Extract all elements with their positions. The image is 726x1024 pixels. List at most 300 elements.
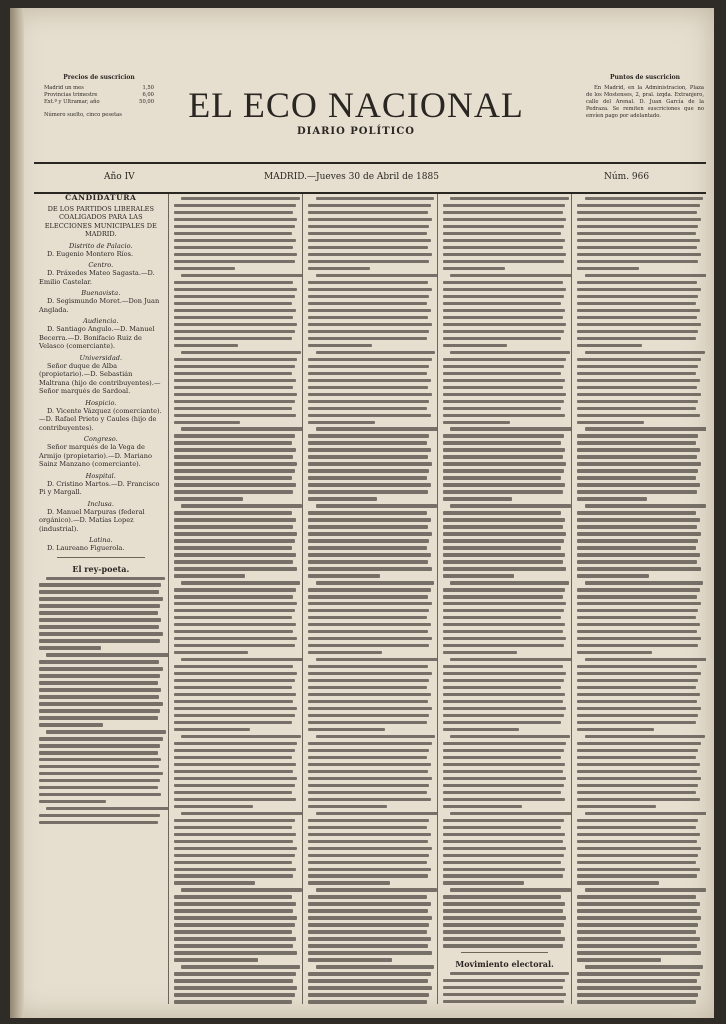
- text-line: [577, 979, 697, 982]
- text-line: [308, 316, 428, 319]
- text-line: [443, 518, 565, 521]
- text-line: [308, 714, 429, 717]
- text-line: [308, 819, 429, 822]
- text-line: [174, 323, 298, 326]
- text-line: [443, 840, 563, 843]
- text-line: [577, 267, 639, 270]
- text-line: [577, 833, 699, 836]
- text-line: [577, 742, 701, 745]
- text-line: [577, 951, 701, 954]
- text-line: [577, 393, 701, 396]
- text-line: [577, 421, 644, 424]
- text-line: [443, 944, 563, 947]
- text-line: [443, 379, 565, 382]
- text-line: [443, 365, 564, 368]
- text-line: [174, 651, 248, 654]
- text-line: [39, 660, 159, 663]
- text-line: [308, 854, 429, 857]
- text-line: [308, 476, 427, 479]
- text-line: [443, 567, 567, 570]
- price-row: [44, 99, 154, 106]
- text-line: [577, 916, 701, 919]
- text-line: [577, 616, 696, 619]
- text-line: [174, 462, 298, 465]
- text-line: [39, 716, 158, 719]
- text-line: [181, 504, 302, 507]
- text-line: [181, 658, 303, 661]
- text-line: [308, 979, 428, 982]
- article-body: [577, 197, 701, 1004]
- article-body: [39, 577, 163, 825]
- text-line: [174, 763, 296, 766]
- text-line: [443, 295, 564, 298]
- text-line: [308, 902, 430, 905]
- text-line: [577, 714, 698, 717]
- district-name: Audiencia.: [83, 317, 119, 325]
- text-line: [308, 365, 429, 368]
- text-line: [308, 407, 427, 410]
- text-line: [174, 281, 294, 284]
- text-line: [443, 798, 565, 801]
- text-line: [443, 393, 567, 396]
- text-line: [174, 798, 296, 801]
- text-line: [450, 504, 571, 507]
- text-line: [308, 840, 428, 843]
- text-line: [443, 805, 522, 808]
- text-line: [174, 861, 293, 864]
- text-line: [308, 700, 428, 703]
- text-line: [443, 400, 564, 403]
- text-line: [577, 644, 698, 647]
- text-line: [577, 434, 698, 437]
- text-line: [308, 847, 432, 850]
- text-line: [577, 672, 701, 675]
- text-line: [174, 972, 296, 975]
- text-line: [577, 546, 696, 549]
- text-line: [174, 239, 296, 242]
- text-line: [443, 560, 563, 563]
- text-line: [443, 756, 562, 759]
- text-line: [443, 609, 564, 612]
- text-line: [577, 749, 698, 752]
- text-line: [308, 567, 432, 570]
- text-line: [308, 777, 432, 780]
- text-line: [443, 616, 562, 619]
- text-line: [316, 427, 438, 430]
- text-line: [577, 693, 699, 696]
- text-line: [174, 218, 298, 221]
- text-line: [443, 211, 563, 214]
- text-line: [577, 483, 699, 486]
- text-line: [443, 260, 564, 263]
- column-2: [169, 194, 304, 1004]
- text-line: [174, 483, 296, 486]
- text-line: [443, 232, 562, 235]
- text-line: [39, 604, 160, 607]
- text-line: [577, 679, 698, 682]
- text-line: [46, 730, 166, 733]
- text-line: [308, 986, 432, 989]
- text-line: [39, 737, 163, 740]
- text-line: [308, 742, 432, 745]
- text-line: [577, 309, 699, 312]
- text-line: [585, 274, 706, 277]
- text-line: [174, 434, 295, 437]
- text-line: [577, 379, 699, 382]
- text-line: [174, 637, 298, 640]
- text-line: [308, 441, 427, 444]
- text-line: [577, 651, 651, 654]
- text-line: [308, 756, 427, 759]
- text-line: [316, 658, 438, 661]
- text-line: [39, 688, 161, 691]
- text-line: [577, 707, 701, 710]
- text-line: [577, 770, 697, 773]
- text-line: [577, 805, 656, 808]
- text-line: [308, 267, 370, 270]
- text-line: [174, 909, 294, 912]
- text-line: [443, 469, 564, 472]
- text-line: [308, 770, 428, 773]
- text-line: [316, 888, 437, 891]
- text-line: [585, 658, 706, 661]
- text-line: [174, 407, 293, 410]
- text-line: [308, 672, 432, 675]
- text-line: [443, 637, 567, 640]
- text-line: [174, 791, 293, 794]
- text-line: [577, 881, 659, 884]
- text-line: [443, 763, 565, 766]
- text-line: [577, 232, 696, 235]
- text-line: [308, 344, 372, 347]
- text-line: [450, 735, 570, 738]
- text-line: [577, 525, 697, 528]
- text-line: [316, 735, 436, 738]
- text-line: [443, 532, 567, 535]
- text-line: [577, 455, 697, 458]
- price-label: Ext.º y Ultramar, año: [44, 99, 100, 105]
- text-line: [308, 881, 390, 884]
- text-line: [308, 805, 387, 808]
- text-line: [577, 861, 696, 864]
- text-line: [577, 602, 701, 605]
- text-line: [577, 344, 641, 347]
- text-line: [443, 204, 565, 207]
- text-line: [577, 686, 696, 689]
- text-line: [443, 358, 567, 361]
- text-line: [577, 756, 696, 759]
- text-line: [443, 553, 565, 556]
- text-line: [316, 504, 437, 507]
- text-line: [308, 861, 427, 864]
- text-line: [577, 253, 701, 256]
- text-line: [316, 197, 435, 200]
- text-line: [308, 539, 429, 542]
- text-line: [577, 372, 696, 375]
- text-line: [308, 721, 427, 724]
- text-line: [577, 260, 698, 263]
- text-line: [174, 344, 238, 347]
- text-line: [308, 930, 427, 933]
- text-line: [577, 469, 698, 472]
- text-line: [443, 414, 565, 417]
- text-line: [577, 518, 699, 521]
- text-line: [443, 288, 567, 291]
- text-line: [174, 497, 243, 500]
- text-line: [308, 972, 430, 975]
- text-line: [577, 407, 696, 410]
- text-line: [308, 309, 430, 312]
- column-1: [34, 194, 169, 1004]
- text-line: [577, 958, 661, 961]
- text-line: [174, 204, 296, 207]
- text-line: [174, 316, 294, 319]
- text-line: [174, 567, 298, 570]
- text-line: [308, 784, 429, 787]
- text-line: [174, 225, 295, 228]
- text-line: [577, 539, 698, 542]
- text-line: [443, 700, 563, 703]
- district-name: Buenavista.: [81, 289, 121, 297]
- text-line: [577, 1000, 696, 1003]
- text-line: [174, 826, 293, 829]
- text-line: [450, 351, 570, 354]
- text-line: [308, 532, 432, 535]
- text-line: [174, 330, 295, 333]
- text-line: [308, 281, 428, 284]
- text-line: [308, 791, 427, 794]
- text-line: [585, 427, 706, 430]
- text-line: [443, 462, 567, 465]
- text-line: [174, 923, 295, 926]
- text-line: [174, 511, 293, 514]
- text-line: [39, 751, 158, 754]
- text-line: [443, 421, 510, 424]
- text-line: [577, 302, 696, 305]
- text-line: [450, 812, 572, 815]
- text-line: [577, 937, 699, 940]
- text-line: [174, 895, 293, 898]
- text-line: [174, 393, 298, 396]
- text-line: [443, 847, 567, 850]
- text-line: [39, 590, 159, 593]
- text-line: [577, 239, 699, 242]
- text-line: [443, 930, 562, 933]
- text-line: [174, 532, 298, 535]
- text-line: [585, 965, 704, 968]
- text-line: [443, 309, 565, 312]
- candidate-entry: D. Práxedes Mateo Sagasta.—D. Emilio Castelar.: [39, 269, 155, 286]
- text-line: [308, 455, 428, 458]
- text-line: [308, 246, 428, 249]
- candidate-entry: Señor duque de Alba (propietario).—D. Sebastián Maltrana (hijo de contribuyentes).—Señor marqués de Sardoal.: [39, 361, 161, 395]
- text-line: [308, 798, 430, 801]
- text-line: [308, 218, 432, 221]
- text-line: [577, 874, 697, 877]
- text-line: [443, 937, 565, 940]
- text-line: [443, 239, 565, 242]
- subscription-points-box: [586, 74, 704, 120]
- text-line: [308, 644, 429, 647]
- article-body: [443, 972, 567, 1004]
- text-line: [577, 902, 699, 905]
- text-line: [308, 393, 432, 396]
- text-line: [174, 386, 294, 389]
- text-line: [174, 421, 241, 424]
- text-line: [443, 441, 562, 444]
- text-line: [308, 469, 429, 472]
- text-line: [308, 923, 429, 926]
- text-line: [577, 211, 697, 214]
- text-line: [39, 646, 101, 649]
- text-line: [39, 786, 158, 789]
- text-line: [174, 609, 295, 612]
- text-line: [443, 826, 562, 829]
- text-line: [181, 274, 303, 277]
- text-line: [174, 707, 298, 710]
- text-line: [443, 644, 564, 647]
- article-body: [174, 197, 298, 1004]
- text-line: [443, 281, 563, 284]
- text-line: [443, 861, 562, 864]
- text-line: [174, 721, 293, 724]
- prices-heading: Precios de suscricion: [63, 74, 135, 81]
- text-line: [577, 854, 698, 857]
- text-line: [316, 581, 435, 584]
- text-line: [174, 253, 298, 256]
- text-line: [308, 225, 429, 228]
- district-list: [39, 242, 163, 553]
- text-line: [443, 868, 565, 871]
- text-line: [39, 667, 163, 670]
- text-line: [443, 476, 562, 479]
- text-line: [443, 483, 565, 486]
- text-line: [443, 623, 565, 626]
- text-line: [174, 539, 295, 542]
- text-line: [443, 749, 564, 752]
- text-line: [577, 930, 696, 933]
- text-line: [443, 728, 520, 731]
- text-line: [174, 602, 298, 605]
- text-line: [39, 611, 158, 614]
- text-line: [443, 372, 562, 375]
- text-line: [443, 302, 562, 305]
- text-line: [308, 490, 428, 493]
- text-line: [443, 895, 562, 898]
- text-line: [39, 674, 160, 677]
- text-line: [308, 260, 429, 263]
- text-line: [308, 414, 430, 417]
- price-row: [44, 92, 154, 99]
- text-line: [174, 979, 294, 982]
- text-line: [308, 951, 432, 954]
- text-line: [443, 448, 565, 451]
- candidatura-heading: CANDIDATURA: [65, 194, 137, 202]
- text-line: [174, 288, 298, 291]
- points-heading: Puntos de suscricion: [609, 74, 681, 81]
- text-line: [308, 421, 375, 424]
- text-line: [443, 909, 563, 912]
- text-line: [443, 707, 567, 710]
- text-line: [308, 358, 432, 361]
- text-line: [174, 476, 293, 479]
- text-line: [316, 351, 436, 354]
- text-line: [577, 623, 699, 626]
- text-line: [585, 888, 706, 891]
- text-line: [308, 253, 432, 256]
- text-line: [39, 625, 159, 628]
- text-line: [577, 574, 649, 577]
- text-line: [174, 847, 298, 850]
- text-line: [308, 595, 428, 598]
- price-value: 50,00: [139, 99, 154, 105]
- text-line: [443, 784, 564, 787]
- text-line: [174, 777, 298, 780]
- text-line: [308, 665, 428, 668]
- text-line: [174, 1000, 293, 1003]
- text-line: [39, 821, 158, 824]
- text-line: [577, 895, 696, 898]
- text-line: [577, 595, 697, 598]
- text-line: [308, 518, 430, 521]
- text-line: [443, 602, 567, 605]
- text-line: [181, 351, 301, 354]
- text-line: [443, 253, 567, 256]
- text-line: [443, 574, 515, 577]
- text-line: [308, 337, 427, 340]
- text-line: [308, 993, 429, 996]
- text-line: [577, 400, 698, 403]
- text-line: [174, 616, 293, 619]
- text-line: [174, 916, 298, 919]
- text-line: [174, 232, 293, 235]
- text-line: [443, 693, 565, 696]
- text-line: [577, 490, 697, 493]
- text-line: [577, 316, 697, 319]
- district-name: Inclusa.: [87, 499, 114, 508]
- text-line: [577, 560, 697, 563]
- text-line: [174, 441, 293, 444]
- text-line: [577, 337, 696, 340]
- issue-year: Año IV: [104, 172, 135, 182]
- text-line: [585, 197, 704, 200]
- text-line: [39, 695, 159, 698]
- text-line: [577, 358, 701, 361]
- text-line: [443, 630, 563, 633]
- text-line: [174, 986, 298, 989]
- text-line: [174, 365, 295, 368]
- text-line: [174, 260, 295, 263]
- text-line: [181, 812, 303, 815]
- masthead: [36, 14, 704, 162]
- price-row: [44, 85, 154, 92]
- text-line: [308, 546, 427, 549]
- text-line: [308, 693, 430, 696]
- text-line: [174, 518, 296, 521]
- text-line: [577, 986, 701, 989]
- text-line: [308, 616, 427, 619]
- text-line: [39, 758, 161, 761]
- text-line: [577, 462, 701, 465]
- text-line: [443, 665, 563, 668]
- text-line: [174, 714, 295, 717]
- text-line: [577, 553, 699, 556]
- text-line: [577, 567, 701, 570]
- price-label: Madrid un mes: [44, 85, 84, 91]
- text-line: [577, 909, 697, 912]
- text-line: [308, 707, 432, 710]
- text-line: [174, 358, 298, 361]
